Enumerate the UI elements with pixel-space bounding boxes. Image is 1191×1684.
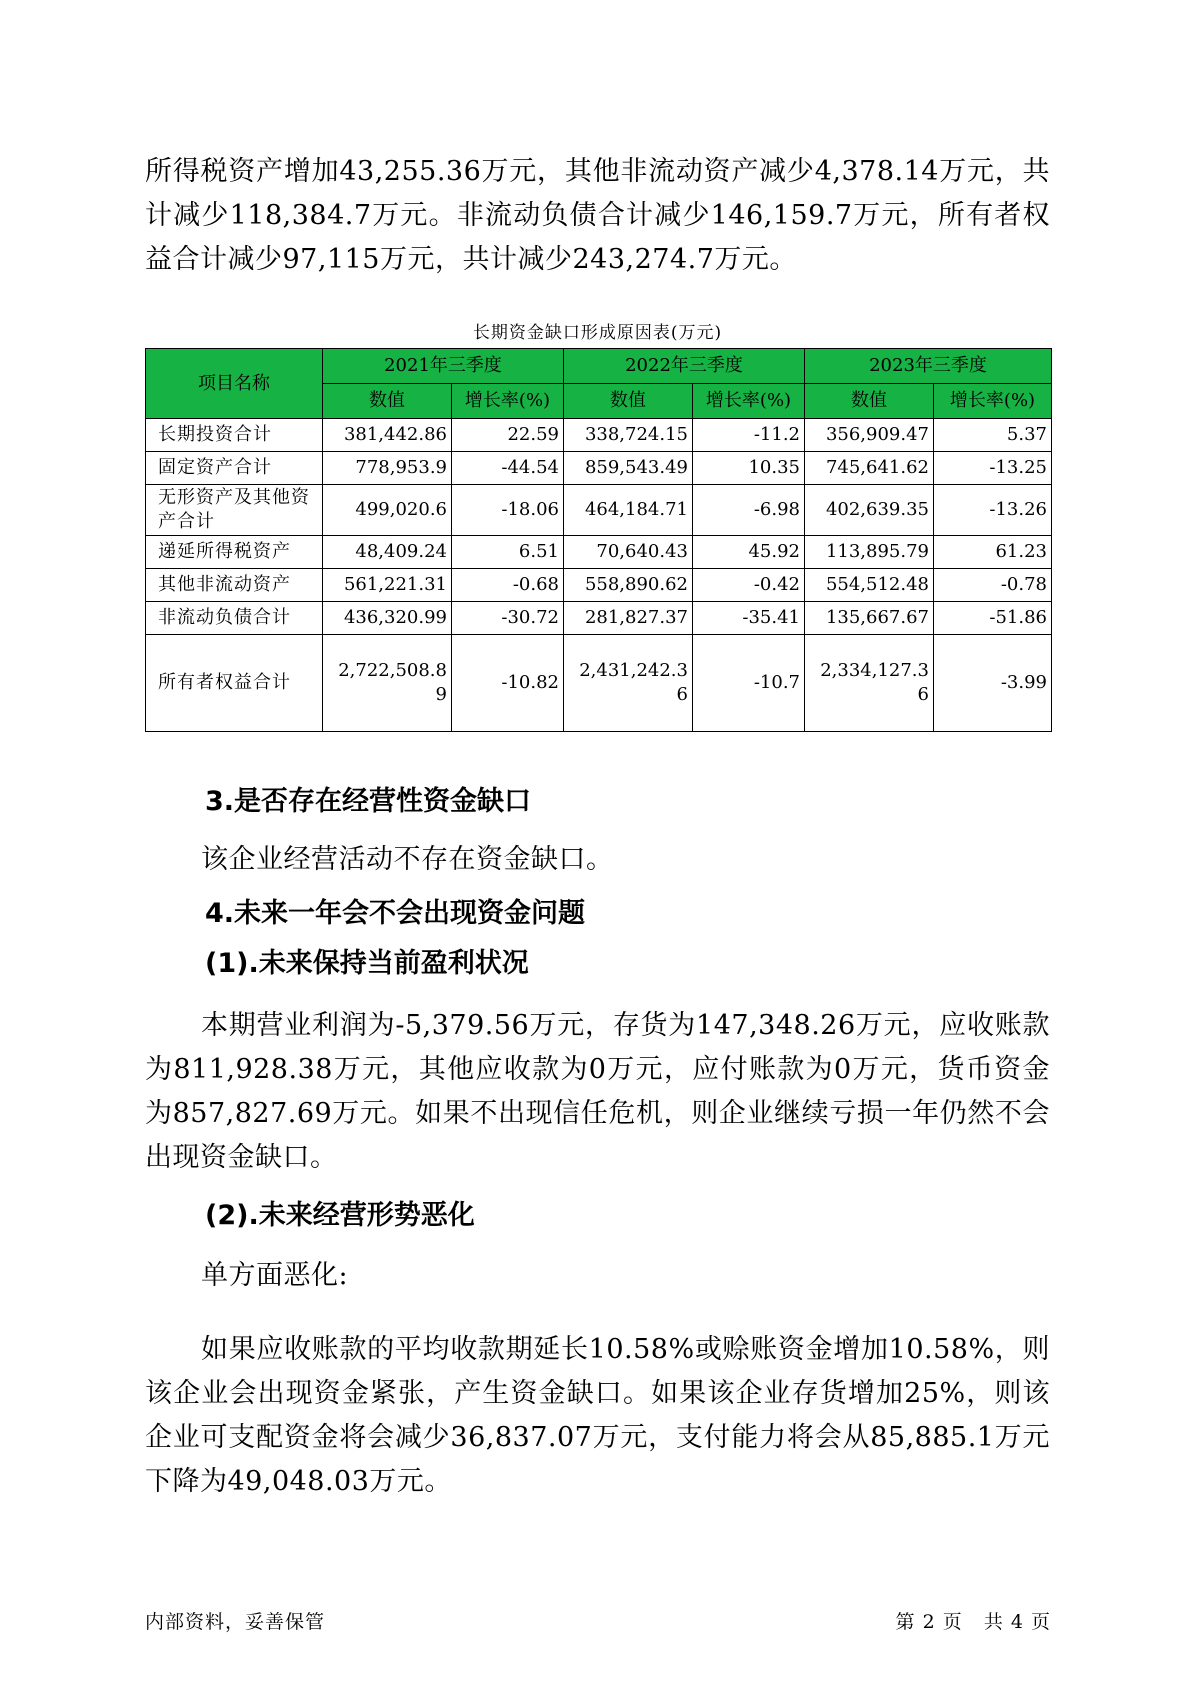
table-cell: -3.99	[934, 635, 1052, 732]
table-cell: 381,442.86	[323, 419, 452, 452]
table-cell: 48,409.24	[323, 536, 452, 569]
table-row	[146, 569, 1052, 602]
table-cell: -30.72	[452, 602, 564, 635]
table-cell: 554,512.48	[805, 569, 934, 602]
table-row	[146, 536, 1052, 569]
intro-paragraph: 所得税资产增加43,255.36万元，其他非流动资产减少4,378.14万元，共计减少118,384.7万元。非流动负债合计减少146,159.7万元，所有者权益合计减少97,115万元，共计减少243,274.7万元。	[145, 156, 1050, 275]
table-cell: 436,320.99	[323, 602, 452, 635]
table-row	[146, 635, 1052, 732]
row-name: 长期投资合计	[146, 419, 323, 452]
table-cell: -11.2	[693, 419, 805, 452]
table-cell: 6.51	[452, 536, 564, 569]
subsection-heading: (1).未来保持当前盈利状况	[205, 948, 529, 979]
table-row	[146, 452, 1052, 485]
row-name: 递延所得税资产	[146, 536, 323, 569]
table-cell: 2,431,242.36	[564, 635, 693, 732]
table-cell: -0.42	[693, 569, 805, 602]
table-cell: -18.06	[452, 485, 564, 536]
table-cell: 402,639.35	[805, 485, 934, 536]
section-label: 单方面恶化:	[201, 1260, 349, 1291]
table-cell: -10.7	[693, 635, 805, 732]
table-cell: 22.59	[452, 419, 564, 452]
section-paragraph: 如果应收账款的平均收款期延长10.58%或赊账资金增加10.58%，则该企业会出现资金紧张，产生资金缺口。如果该企业存货增加25%，则该企业可支配资金将会减少36,837.07万元，支付能力将会从85,885.1万元下降为49,048.03万元。	[145, 1334, 1050, 1497]
table-cell: 113,895.79	[805, 536, 934, 569]
row-name: 非流动负债合计	[146, 602, 323, 635]
value-header: 数值	[564, 384, 693, 419]
row-name: 无形资产及其他资产合计	[146, 485, 323, 536]
table-cell: -13.25	[934, 452, 1052, 485]
table-cell: -13.26	[934, 485, 1052, 536]
table-cell: 135,667.67	[805, 602, 934, 635]
table-caption: 长期资金缺口形成原因表(万元)	[472, 323, 723, 343]
table-cell: -10.82	[452, 635, 564, 732]
table-row	[146, 419, 1052, 452]
growth-header: 增长率(%)	[452, 384, 564, 419]
section-paragraph: 本期营业利润为-5,379.56万元，存货为147,348.26万元，应收账款为811,928.38万元，其他应收款为0万元，应付账款为0万元，货币资金为857,827.69万元。如果不出现信任危机，则企业继续亏损一年仍然不会出现资金缺口。	[145, 1010, 1050, 1173]
table-cell: 356,909.47	[805, 419, 934, 452]
table-row	[146, 485, 1052, 536]
table-cell: 859,543.49	[564, 452, 693, 485]
section-heading: 3.是否存在经营性资金缺口	[205, 786, 532, 817]
table-cell: -0.68	[452, 569, 564, 602]
row-name: 其他非流动资产	[146, 569, 323, 602]
table-cell: 778,953.9	[323, 452, 452, 485]
row-name: 固定资产合计	[146, 452, 323, 485]
table-row	[146, 602, 1052, 635]
row-name: 所有者权益合计	[146, 635, 323, 732]
section-paragraph: 该企业经营活动不存在资金缺口。	[201, 844, 614, 875]
table-cell: 45.92	[693, 536, 805, 569]
period-header: 2023年三季度	[805, 349, 1052, 384]
value-header: 数值	[323, 384, 452, 419]
table-cell: 61.23	[934, 536, 1052, 569]
table-cell: 745,641.62	[805, 452, 934, 485]
table-cell: -0.78	[934, 569, 1052, 602]
page-number: 第 2 页 共 4 页	[895, 1611, 1051, 1633]
period-header: 2021年三季度	[323, 349, 564, 384]
table-cell: 499,020.6	[323, 485, 452, 536]
table-cell: 5.37	[934, 419, 1052, 452]
table-cell: 561,221.31	[323, 569, 452, 602]
table-cell: 281,827.37	[564, 602, 693, 635]
table-cell: -44.54	[452, 452, 564, 485]
table-cell: 70,640.43	[564, 536, 693, 569]
table-cell: 2,334,127.36	[805, 635, 934, 732]
growth-header: 增长率(%)	[934, 384, 1052, 419]
value-header: 数值	[805, 384, 934, 419]
capital-gap-table	[145, 348, 1052, 732]
table-cell: -35.41	[693, 602, 805, 635]
table-cell: 2,722,508.89	[323, 635, 452, 732]
growth-header: 增长率(%)	[693, 384, 805, 419]
subsection-heading: (2).未来经营形势恶化	[205, 1200, 475, 1231]
table-cell: -51.86	[934, 602, 1052, 635]
item-name-header: 项目名称	[146, 349, 323, 419]
footer-confidential: 内部资料，妥善保管	[145, 1611, 326, 1633]
table-cell: 338,724.15	[564, 419, 693, 452]
table-cell: 10.35	[693, 452, 805, 485]
table-cell: 464,184.71	[564, 485, 693, 536]
section-heading: 4.未来一年会不会出现资金问题	[205, 898, 586, 929]
table-cell: 558,890.62	[564, 569, 693, 602]
table-cell: -6.98	[693, 485, 805, 536]
period-header: 2022年三季度	[564, 349, 805, 384]
